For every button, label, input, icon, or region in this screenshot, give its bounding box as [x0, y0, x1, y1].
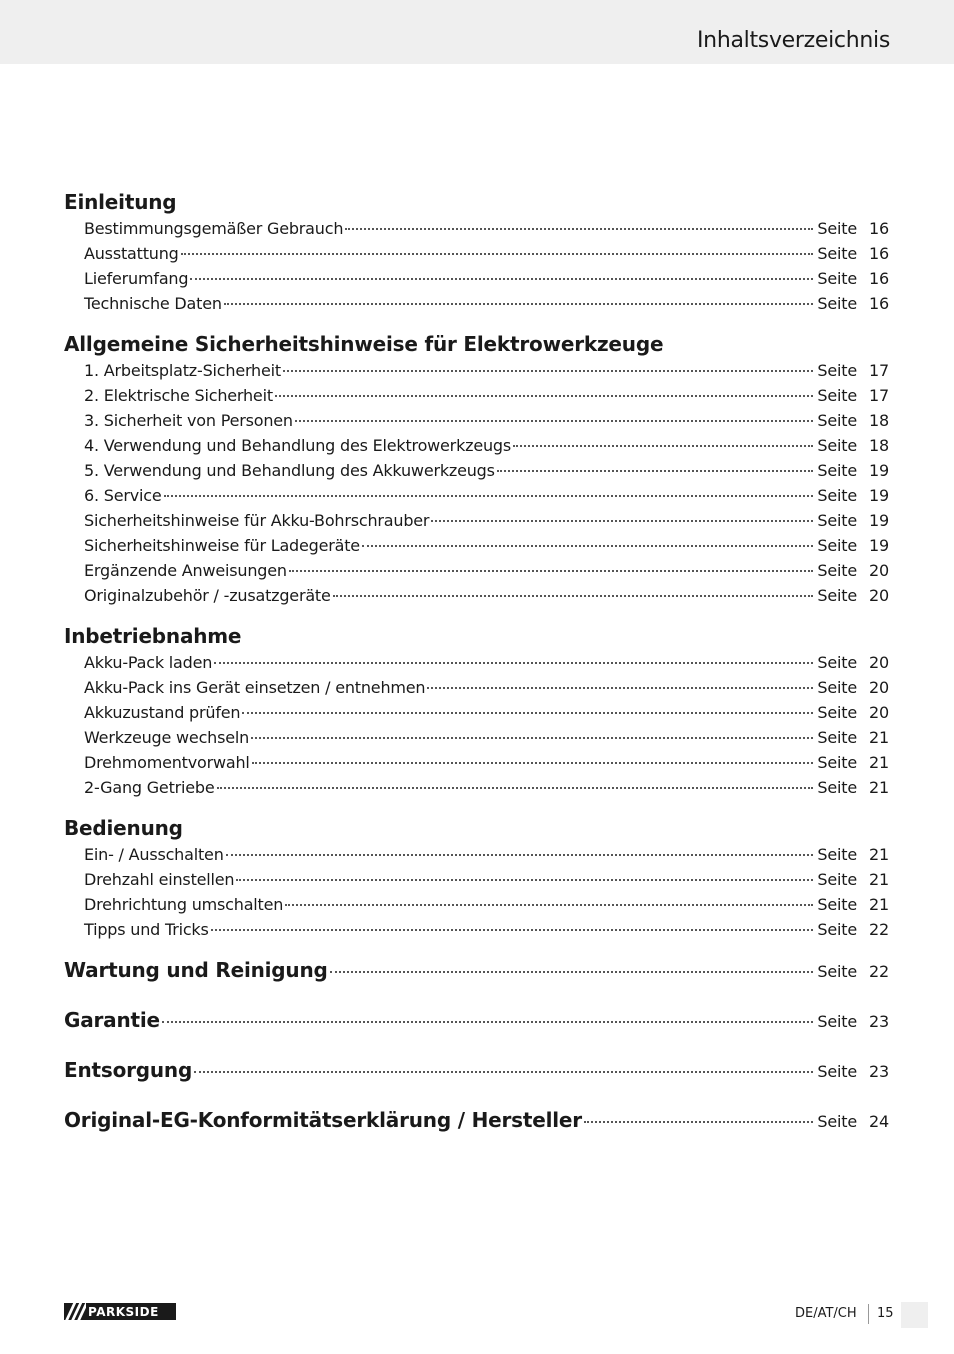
toc-page-number: 21 — [869, 728, 889, 747]
table-of-contents — [64, 188, 889, 1156]
toc-page-number: 18 — [869, 436, 889, 455]
toc-page-word: Seite — [817, 870, 857, 889]
dot-leader — [162, 1019, 814, 1023]
dot-leader — [194, 1069, 813, 1073]
toc-page-word: Seite — [817, 703, 857, 722]
toc-page-word: Seite — [817, 536, 857, 555]
dot-leader — [289, 568, 814, 572]
dot-leader — [362, 543, 813, 547]
toc-entry-label: Drehzahl einstellen — [84, 870, 235, 889]
toc-entry — [64, 216, 889, 241]
dot-leader — [236, 877, 813, 881]
dot-leader — [211, 927, 814, 931]
dot-leader — [181, 251, 814, 255]
header-bar — [0, 0, 954, 64]
toc-page-number: 19 — [869, 461, 889, 480]
toc-page-word: Seite — [817, 361, 857, 380]
toc-page-number: 16 — [869, 219, 889, 238]
toc-entry-label: Ein- / Ausschalten — [84, 845, 224, 864]
toc-page-number: 20 — [869, 586, 889, 605]
toc-page-number: 18 — [869, 411, 889, 430]
dot-leader — [584, 1119, 814, 1123]
toc-entry-label: 6. Service — [84, 486, 162, 505]
toc-entry-label: Akku-Pack ins Gerät einsetzen / entnehmen — [84, 678, 426, 697]
toc-entry — [64, 383, 889, 408]
dot-leader — [497, 468, 814, 472]
toc-entry — [64, 508, 889, 533]
toc-page-number: 16 — [869, 244, 889, 263]
toc-entry-label: Sicherheitshinweise für Ladegeräte — [84, 536, 360, 555]
toc-entry — [64, 775, 889, 800]
toc-entry — [64, 408, 889, 433]
section-entries — [64, 216, 889, 316]
toc-entry — [64, 266, 889, 291]
toc-page-word: Seite — [817, 486, 857, 505]
section-title: Garantie — [64, 1008, 160, 1032]
toc-page-word: Seite — [817, 1062, 857, 1081]
toc-entry — [64, 700, 889, 725]
toc-entry — [64, 358, 889, 383]
toc-section-row — [64, 1006, 889, 1056]
toc-page-word: Seite — [817, 386, 857, 405]
dot-leader — [224, 301, 814, 305]
toc-entry-label: Sicherheitshinweise für Akku-Bohrschrauber — [84, 511, 430, 530]
logo-stripes-icon — [64, 1303, 86, 1320]
toc-page-word: Seite — [817, 219, 857, 238]
toc-page-number: 19 — [869, 511, 889, 530]
toc-page-word: Seite — [817, 778, 857, 797]
toc-page-word: Seite — [817, 678, 857, 697]
toc-page-number: 24 — [869, 1112, 889, 1131]
section-title: Einleitung — [64, 190, 177, 214]
toc-entry — [64, 892, 889, 917]
toc-page-word: Seite — [817, 586, 857, 605]
toc-page-number: 21 — [869, 753, 889, 772]
section-title: Allgemeine Sicherheitshinweise für Elektrowerkzeuge — [64, 332, 664, 356]
toc-entry-label: Ergänzende Anweisungen — [84, 561, 287, 580]
toc-page-number: 20 — [869, 678, 889, 697]
toc-page-number: 20 — [869, 703, 889, 722]
toc-page-word: Seite — [817, 653, 857, 672]
toc-page-number: 23 — [869, 1062, 889, 1081]
toc-page-word: Seite — [817, 845, 857, 864]
footer-separator — [868, 1304, 869, 1324]
toc-page-number: 21 — [869, 870, 889, 889]
toc-entry — [64, 291, 889, 316]
dot-leader — [217, 785, 814, 789]
toc-entry-label: 2-Gang Getriebe — [84, 778, 215, 797]
toc-page-word: Seite — [817, 461, 857, 480]
toc-page-number: 19 — [869, 486, 889, 505]
toc-entry-label: 3. Sicherheit von Personen — [84, 411, 293, 430]
parkside-logo — [64, 1303, 176, 1320]
toc-page-word: Seite — [817, 1112, 857, 1131]
toc-section-row — [64, 1106, 889, 1156]
toc-entry-label: Bestimmungsgemäßer Gebrauch — [84, 219, 344, 238]
toc-page-word: Seite — [817, 294, 857, 313]
toc-entry-label: Tipps und Tricks — [84, 920, 209, 939]
toc-page-number: 22 — [869, 920, 889, 939]
toc-entry-label: Akku-Pack laden — [84, 653, 213, 672]
toc-entry — [64, 675, 889, 700]
section-title: Inbetriebnahme — [64, 624, 242, 648]
toc-entry-label: Werkzeuge wechseln — [84, 728, 250, 747]
toc-entry-label: Ausstattung — [84, 244, 179, 263]
dot-leader — [190, 276, 813, 280]
dot-leader — [427, 685, 813, 689]
dot-leader — [251, 735, 813, 739]
section-title: Wartung und Reinigung — [64, 958, 328, 982]
toc-page-word: Seite — [817, 962, 857, 981]
toc-page-number: 22 — [869, 962, 889, 981]
toc-entry-label: Lieferumfang — [84, 269, 189, 288]
toc-page-word: Seite — [817, 1012, 857, 1031]
toc-section-row — [64, 956, 889, 1006]
toc-page-word: Seite — [817, 920, 857, 939]
toc-page-number: 17 — [869, 386, 889, 405]
toc-entry — [64, 241, 889, 266]
toc-page-word: Seite — [817, 244, 857, 263]
toc-page-number: 16 — [869, 269, 889, 288]
toc-entry — [64, 483, 889, 508]
dot-leader — [513, 443, 813, 447]
toc-page-number: 16 — [869, 294, 889, 313]
toc-entry-label: Originalzubehör / -zusatzgeräte — [84, 586, 331, 605]
toc-entry — [64, 750, 889, 775]
toc-entry-label: Drehrichtung umschalten — [84, 895, 284, 914]
toc-entry — [64, 867, 889, 892]
toc-page-number: 21 — [869, 895, 889, 914]
toc-entry — [64, 917, 889, 942]
section-entries — [64, 842, 889, 942]
dot-leader — [214, 660, 813, 664]
toc-page-word: Seite — [817, 269, 857, 288]
toc-entry-label: Drehmomentvorwahl — [84, 753, 250, 772]
section-title: Original-EG-Konformitätserklärung / Hersteller — [64, 1108, 582, 1132]
dot-leader — [345, 226, 813, 230]
dot-leader — [330, 969, 814, 973]
toc-entry — [64, 458, 889, 483]
toc-entry — [64, 842, 889, 867]
toc-page-number: 21 — [869, 778, 889, 797]
toc-entry-label: 5. Verwendung und Behandlung des Akkuwerkzeugs — [84, 461, 495, 480]
toc-entry — [64, 558, 889, 583]
dot-leader — [226, 852, 814, 856]
toc-page-word: Seite — [817, 895, 857, 914]
toc-page-word: Seite — [817, 411, 857, 430]
footer-page-number: 15 — [877, 1306, 894, 1321]
toc-page-word: Seite — [817, 436, 857, 455]
dot-leader — [285, 902, 813, 906]
toc-page-word: Seite — [817, 728, 857, 747]
toc-entry-label: 4. Verwendung und Behandlung des Elektrowerkzeugs — [84, 436, 512, 455]
toc-page-number: 20 — [869, 653, 889, 672]
toc-page-number: 23 — [869, 1012, 889, 1031]
toc-entry — [64, 583, 889, 608]
logo-brand-text: PARKSIDE — [88, 1304, 159, 1319]
dot-leader — [431, 518, 813, 522]
toc-section-row — [64, 1056, 889, 1106]
dot-leader — [252, 760, 814, 764]
toc-page-number: 19 — [869, 536, 889, 555]
dot-leader — [295, 418, 814, 422]
dot-leader — [275, 393, 814, 397]
section-title: Entsorgung — [64, 1058, 193, 1082]
toc-page-number: 21 — [869, 845, 889, 864]
toc-entry — [64, 433, 889, 458]
footer-language-codes: DE/AT/CH — [795, 1306, 857, 1321]
section-entries — [64, 650, 889, 800]
toc-entry — [64, 725, 889, 750]
footer-tab-box — [901, 1302, 928, 1328]
dot-leader — [164, 493, 814, 497]
dot-leader — [283, 368, 813, 372]
dot-leader — [333, 593, 814, 597]
toc-page-number: 20 — [869, 561, 889, 580]
section-title: Bedienung — [64, 816, 183, 840]
toc-page-word: Seite — [817, 561, 857, 580]
toc-page-number: 17 — [869, 361, 889, 380]
toc-entry-label: Technische Daten — [84, 294, 222, 313]
page-title: Inhaltsverzeichnis — [696, 28, 890, 53]
toc-entry-label: 2. Elektrische Sicherheit — [84, 386, 273, 405]
toc-entry — [64, 650, 889, 675]
toc-entry — [64, 533, 889, 558]
toc-entry-label: 1. Arbeitsplatz-Sicherheit — [84, 361, 281, 380]
toc-page-word: Seite — [817, 511, 857, 530]
section-entries — [64, 358, 889, 608]
toc-entry-label: Akkuzustand prüfen — [84, 703, 241, 722]
toc-page-word: Seite — [817, 753, 857, 772]
dot-leader — [242, 710, 813, 714]
